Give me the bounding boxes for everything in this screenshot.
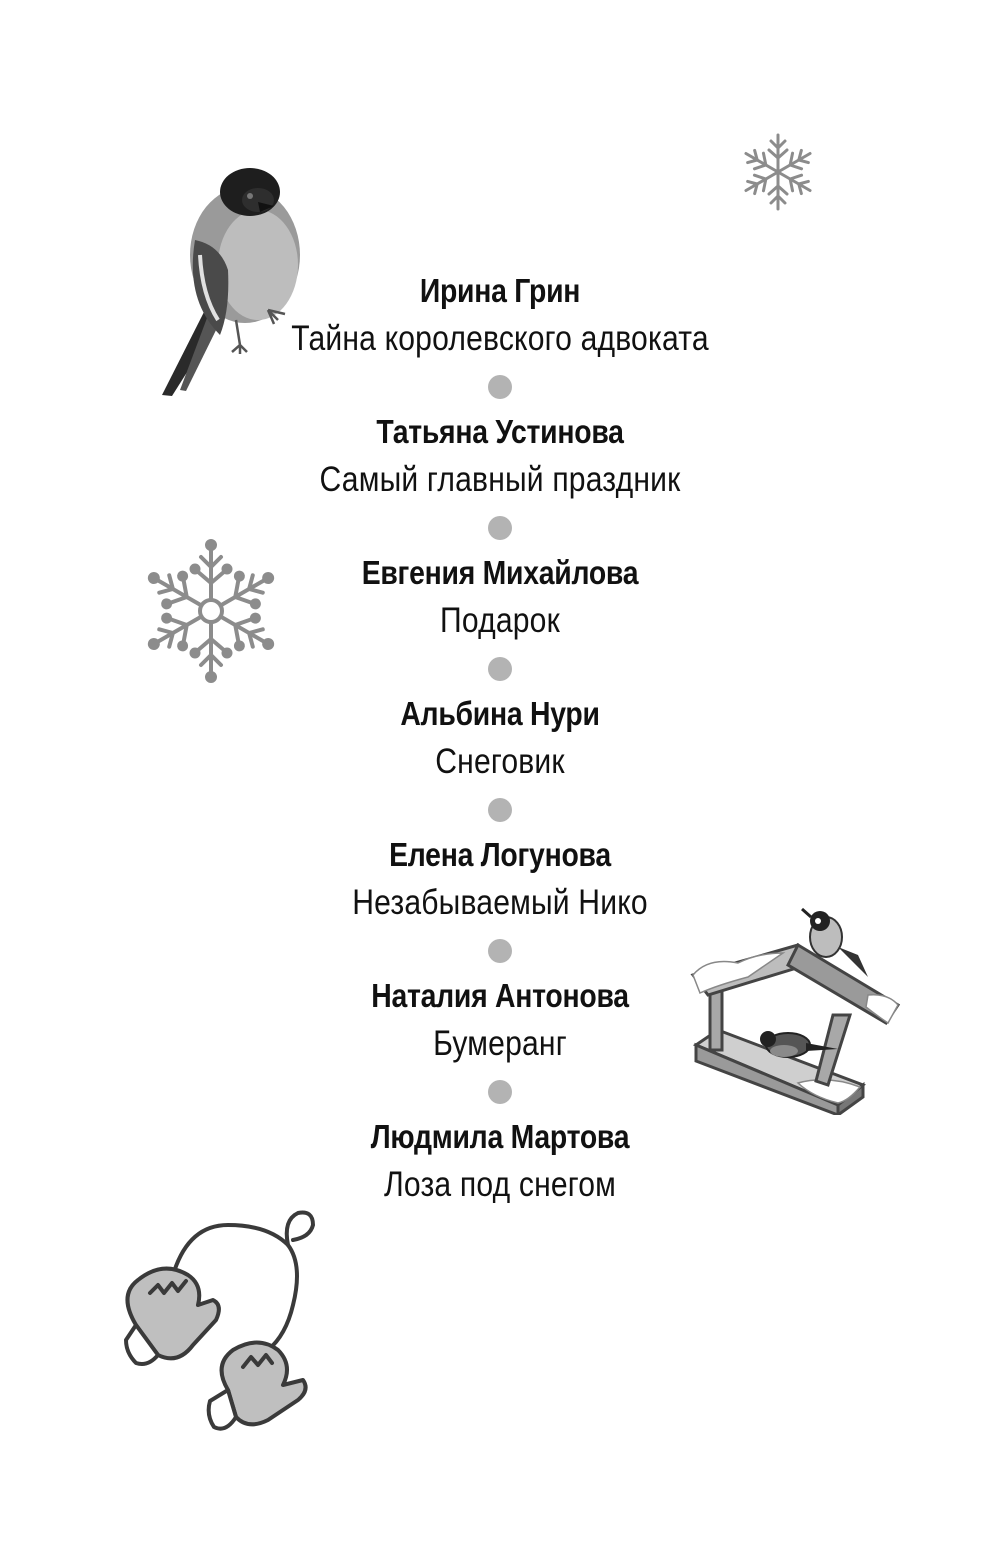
toc-entry bbox=[0, 550, 1000, 691]
toc-entry bbox=[0, 832, 1000, 973]
separator-dot bbox=[488, 516, 512, 540]
snowflake-icon bbox=[732, 132, 824, 212]
author-name: Людмила Мартова bbox=[370, 1118, 630, 1155]
author-name: Татьяна Устинова bbox=[376, 413, 624, 450]
story-title: Снеговик bbox=[435, 742, 565, 781]
author-name: Ирина Грин bbox=[419, 272, 581, 309]
story-title: Лоза под снегом bbox=[383, 1165, 617, 1204]
toc-entry bbox=[0, 691, 1000, 832]
toc-entry bbox=[0, 973, 1000, 1114]
story-title: Незабываемый Нико bbox=[352, 883, 648, 922]
toc-entry bbox=[0, 268, 1000, 409]
separator-dot bbox=[488, 375, 512, 399]
author-name: Альбина Нури bbox=[400, 695, 600, 732]
toc-entry bbox=[0, 1114, 1000, 1255]
story-title: Тайна королевского адвоката bbox=[291, 319, 709, 358]
author-name: Евгения Михайлова bbox=[361, 554, 639, 591]
story-title: Самый главный праздник bbox=[319, 460, 681, 499]
separator-dot bbox=[488, 939, 512, 963]
author-name: Наталия Антонова bbox=[371, 977, 629, 1014]
story-title: Бумеранг bbox=[433, 1024, 567, 1063]
toc-entry bbox=[0, 409, 1000, 550]
author-name: Елена Логунова bbox=[389, 836, 611, 873]
separator-dot bbox=[488, 1080, 512, 1104]
story-title: Подарок bbox=[440, 601, 560, 640]
separator-dot bbox=[488, 798, 512, 822]
table-of-contents bbox=[0, 268, 1000, 1255]
separator-dot bbox=[488, 657, 512, 681]
